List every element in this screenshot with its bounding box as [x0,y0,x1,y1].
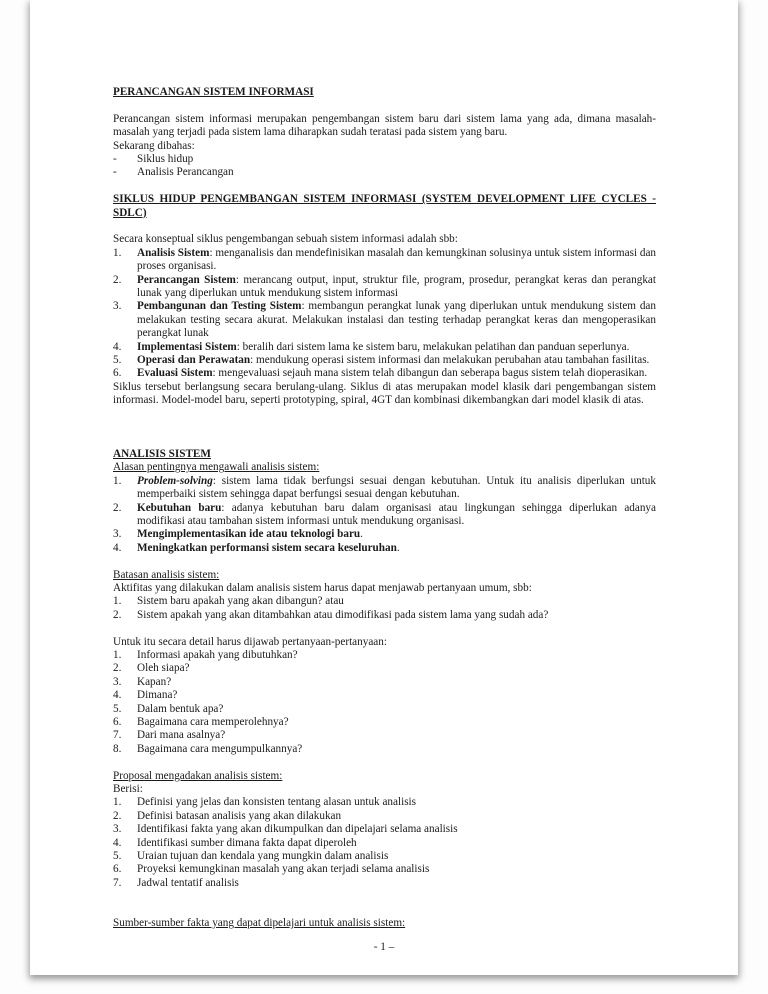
spacer [113,890,656,917]
list-item [113,475,656,502]
list-text: Proyeksi kemungkinan masalah yang akan terjadi selama analisis [137,863,430,876]
list-number: 6. [113,863,122,876]
spacer [113,99,656,112]
list-number: 2. [113,809,122,822]
list-text: Dimana? [137,689,178,702]
list-number: 4. [113,541,122,554]
list-text [137,247,656,274]
doc-title: PERANCANGAN SISTEM INFORMASI [113,86,314,98]
list-item [113,850,656,863]
list-item [113,354,656,367]
list-term: Problem-solving [137,474,213,487]
bullet-marker: - [113,153,117,166]
list-term: Meningkatkan performansi sistem secara keseluruhan [137,541,397,554]
list-number: 4. [113,340,122,353]
list-item [113,341,656,354]
bullet-marker: - [113,166,117,179]
list-number: 1. [113,796,122,809]
list-item [113,796,656,809]
list-text: Oleh siapa? [137,662,190,675]
list-number: 2. [113,608,122,621]
list-text: Bagaimana cara mengumpulkannya? [137,742,303,755]
detail-intro: Untuk itu secara detail harus dijawab pertanyaan-pertanyaan: [113,635,387,648]
list-number: 5. [113,354,122,367]
page-content [113,86,656,930]
list-number: 1. [113,246,122,259]
sekarang-line: Sekarang dibahas: [113,139,195,152]
list-text [137,300,656,340]
list-text: Informasi apakah yang dibutuhkan? [137,648,298,661]
list-item [113,703,656,716]
list-term: Analisis Sistem [137,246,210,259]
list-number: 5. [113,702,122,715]
page-number: - 1 – [373,941,395,953]
list-number: 1. [113,648,122,661]
list-text: Sistem baru apakah yang akan dibangun? atau [137,595,344,608]
list-term: Evaluasi Sistem [137,367,213,380]
list-text [137,367,656,380]
list-item [113,367,656,380]
list-text: Jadwal tentatif analisis [137,876,239,889]
list-item [113,743,656,756]
list-term: Perancangan Sistem [137,273,236,286]
list-rest: : menganalisis dan mendefinisikan masalah dan kemungkinan solusinya untuk sistem informasi dan proses organisasi. [137,246,657,273]
list-item [113,716,656,729]
list-term: Operasi dan Perawatan [137,354,251,367]
list-item [113,729,656,742]
spacer [113,408,656,435]
list-text: Definisi batasan analisis yang akan dilakukan [137,809,342,822]
list-rest: : mendukung operasi sistem informasi dan melakukan perubahan atau tambahan fasilitas. [250,354,650,367]
list-term: Kebutuhan baru [137,501,222,514]
list-item [113,528,656,541]
list-text [137,528,656,541]
list-text [137,502,656,529]
list-item [113,274,656,301]
list-text [137,542,656,555]
list-number: 4. [113,836,122,849]
list-number: 3. [113,675,122,688]
spacer [113,555,656,568]
list-item [113,542,656,555]
list-item [113,863,656,876]
list-number: 7. [113,729,122,742]
list-rest: : merancang output, input, struktur file, program, prosedur, perangkat keras dan perangkat lunak yang diperlukan untuk mendukung sistem informasi [137,273,656,300]
list-text: Identifikasi fakta yang akan dikumpulkan dan dipelajari selama analisis [137,823,458,836]
list-item [113,877,656,890]
list-text: Definisi yang jelas dan konsisten tentang alasan untuk analisis [137,796,417,809]
list-item [113,810,656,823]
list-text: Dalam bentuk apa? [137,702,224,715]
list-term: Implementasi Sistem [137,340,237,353]
list-number: 2. [113,501,122,514]
list-number: 3. [113,528,122,541]
list-item [113,837,656,850]
spacer [113,756,656,769]
list-item [113,823,656,836]
list-text: Sistem apakah yang akan ditambahkan atau dimodifikasi pada sistem lama yang sudah ada? [137,608,549,621]
sdlc-closing: Siklus tersebut berlangsung secara berulang-ulang. Siklus di atas merupakan model klasik dari pengembangan sistem informasi. Model-model baru, seperti prototyping, spiral, 4GT dan kombinasi dikembangkan dari model klasik di atas. [113,380,656,407]
list-number: 2. [113,273,122,286]
list-rest: : beralih dari sistem lama ke sistem baru, melakukan pelatihan dan panduan seperlunya. [236,340,630,353]
list-item [113,595,656,608]
list-text [137,475,656,502]
list-number: 3. [113,823,122,836]
list-text: Identifikasi sumber dimana fakta dapat diperoleh [137,836,357,849]
spacer [113,622,656,635]
list-rest: . [360,528,363,541]
list-item [113,676,656,689]
list-term: Pembangunan dan Testing Sistem [137,300,302,313]
proposal-heading: Proposal mengadakan analisis sistem: [113,769,283,782]
list-number: 6. [113,715,122,728]
batasan-intro: Aktifitas yang dilakukan dalam analisis sistem harus dapat menjawab pertanyaan umum, sbb: [113,581,532,594]
spacer [113,435,656,448]
list-item [113,166,656,179]
list-rest: : sistem lama tidak berfungsi sesuai dengan kebutuhan. Untuk itu analisis diperlukan untuk memperbaiki sistem sehingga dapat berfungsi sesuai dengan kebutuhan. [137,474,656,501]
list-number: 1. [113,474,122,487]
list-text: Kapan? [137,675,172,688]
list-number: 4. [113,689,122,702]
list-text: Uraian tujuan dan kendala yang mungkin dalam analisis [137,850,389,863]
list-number: 6. [113,367,122,380]
list-number: 8. [113,742,122,755]
sdlc-heading: SIKLUS HIDUP PENGEMBANGAN SISTEM INFORMASI (SYSTEM DEVELOPMENT LIFE CYCLES - SDLC) [113,193,656,219]
list-number: 1. [113,595,122,608]
list-number: 5. [113,850,122,863]
document-page [30,0,738,975]
list-text [137,354,656,367]
list-number: 7. [113,876,122,889]
list-text [137,274,656,301]
list-term: Mengimplementasikan ide atau teknologi baru [137,528,361,541]
list-item [113,153,656,166]
list-rest: : mengevaluasi sejauh mana sistem telah dibangun dan seberapa bagus sistem telah dioperasikan. [212,367,648,380]
list-item [113,502,656,529]
spacer [113,220,656,233]
list-number: 3. [113,300,122,313]
list-text: Dari mana asalnya? [137,729,226,742]
list-item [113,609,656,622]
list-text [137,341,656,354]
list-item [113,300,656,340]
bullet-text: Siklus hidup [137,153,194,166]
list-rest: : adanya kebutuhan baru dalam organisasi atau lingkungan sehingga diperlukan adanya modifikasi atau tambahan sistem informasi untuk mendukung organisasi. [137,501,656,527]
analisis-heading: ANALISIS SISTEM [113,447,211,460]
spacer [113,180,656,193]
batasan-heading: Batasan analisis sistem: [113,568,220,581]
list-item [113,689,656,702]
sdlc-intro: Secara konseptual siklus pengembangan sebuah sistem informasi adalah sbb: [113,233,458,246]
list-rest: . [396,541,400,554]
list-item [113,649,656,662]
sumber-heading: Sumber-sumber fakta yang dapat dipelajari untuk analisis sistem: [113,917,406,930]
list-rest: : membangun perangkat lunak yang diperlukan untuk mendukung sistem dan melakukan testing secara akurat. Melakukan instalasi dan testing terhadap perangkat keras dan mengoperasikan perangkat lunak [137,300,656,340]
list-text: Bagaimana cara memperolehnya? [137,715,289,728]
proposal-intro: Berisi: [113,783,143,795]
list-number: 2. [113,662,122,675]
bullet-text: Analisis Perancangan [137,166,234,179]
alasan-heading: Alasan pentingnya mengawali analisis sistem: [113,461,320,474]
list-item [113,662,656,675]
list-item [113,247,656,274]
intro-paragraph: Perancangan sistem informasi merupakan pengembangan sistem baru dari sistem lama yang ada, dimana masalah-masalah yang terjadi pada sistem lama diharapkan sudah teratasi pada sistem yang baru. [113,112,656,139]
